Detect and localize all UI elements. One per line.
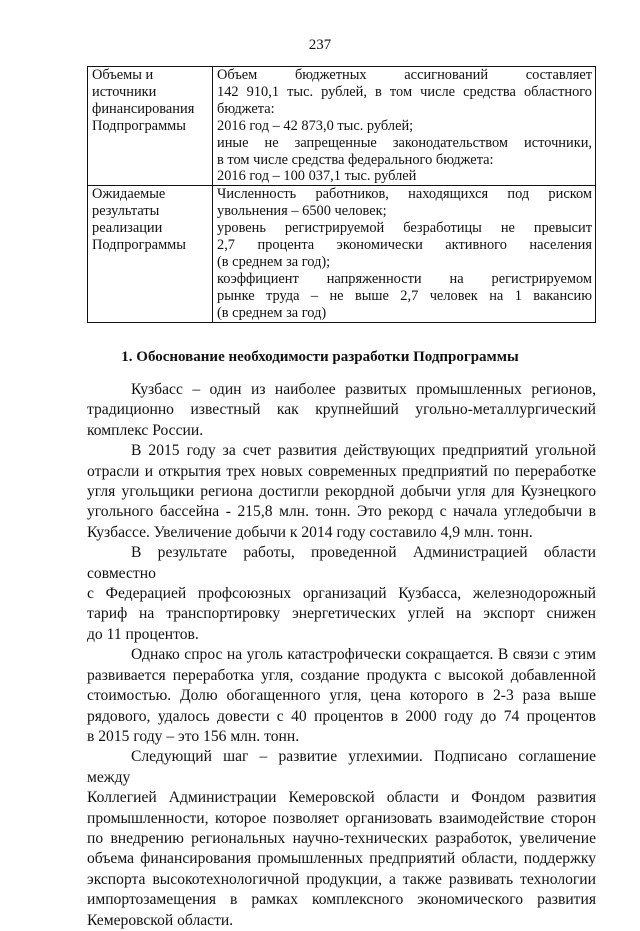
results-label-line: Ожидаемые <box>92 186 166 203</box>
table-row-results <box>88 186 596 322</box>
paragraph-line: традиционно известный как крупнейший угольно-металлургический <box>87 401 596 419</box>
paragraph-line: по внедрению региональных научно-технических разработок, увеличение <box>87 829 596 847</box>
financing-value-line: 2016 год – 42 873,0 тыс. рублей; <box>217 117 414 134</box>
paragraph-line: Однако спрос на уголь катастрофически сокращается. В связи с этим <box>131 646 596 664</box>
paragraph-line: до 11 процентов. <box>87 625 199 643</box>
financing-label-line: Подпрограммы <box>92 117 186 134</box>
financing-value-line: бюджета: <box>217 100 275 117</box>
paragraph-line: Коллегией Администрации Кемеровской области и Фондом развития <box>87 789 596 807</box>
paragraph-line: Кемеровской области. <box>87 911 234 929</box>
paragraph-line: В 2015 году за счет развития действующих предприятий угольной <box>131 442 596 460</box>
paragraph-line: угольного бассейна - 215,8 млн. тонн. Это рекорд с начала угледобычи в <box>87 503 596 521</box>
paragraph <box>87 441 596 543</box>
paragraph <box>87 543 596 645</box>
results-label-line: результаты <box>92 203 160 220</box>
paragraph-line: рядового, удалось довести с 40 процентов в 2000 году до 74 процентов <box>87 707 596 725</box>
paragraph-line: Кузбассе. Увеличение добычи к 2014 году составило 4,9 млн. тонн. <box>87 523 533 541</box>
paragraph-line: объема финансирования промышленных предприятий области, поддержку <box>87 850 596 868</box>
paragraph-line: стоимостью. Долю обогащенного угля, цена которого в 2-3 раза выше <box>87 687 596 705</box>
paragraph-line: развивается переработка угля, создание продукта с высокой добавленной <box>87 666 596 684</box>
program-passport-table <box>87 66 596 323</box>
results-value-line: 2,7 процента экономически активного населения <box>217 237 592 254</box>
results-label-cell <box>88 186 213 322</box>
results-value-line: (в среднем за год); <box>217 253 331 270</box>
results-label-line: реализации <box>92 220 163 237</box>
results-value-line: увольнения – 6500 человек; <box>217 203 387 220</box>
financing-label-line: финансирования <box>92 100 195 117</box>
paragraph-line: тариф на транспортировку энергетических углей на экспорт снижен <box>87 605 596 623</box>
paragraph-line: с Федерацией профсоюзных организаций Кузбасса, железнодорожный <box>87 585 596 603</box>
paragraph <box>87 380 596 441</box>
financing-value-line: 142 910,1 тыс. рублей, в том числе средства областного <box>217 83 592 100</box>
financing-value-line: в том числе средства федерального бюджета: <box>217 151 494 168</box>
page-number: 237 <box>308 37 332 53</box>
financing-label-line: Объемы и <box>92 67 154 83</box>
paragraph-line: Кузбасс – один из наиболее развитых промышленных регионов, <box>131 381 596 398</box>
paragraph <box>87 747 596 931</box>
paragraph-line: В результате работы, проведенной Администрацией области совместно <box>87 544 596 582</box>
paragraph-line: в 2015 году – это 156 млн. тонн. <box>87 727 300 745</box>
financing-label-line: источники <box>92 83 157 100</box>
paragraph-line: Следующий шаг – развитие углехимии. Подписано соглашение между <box>87 748 596 786</box>
paragraph-line: комплекс России. <box>87 421 204 439</box>
results-value-line: (в среднем за год) <box>217 304 327 321</box>
results-value-line: рынке труда – не выше 2,7 человек на 1 вакансию <box>217 287 592 304</box>
results-value-line: Численность работников, находящихся под риском <box>217 186 592 203</box>
results-value-line: коэффициент напряженности на регистрируемом <box>217 270 592 287</box>
financing-value-line: иные не запрещенные законодательством источники, <box>217 134 592 151</box>
paragraph-line: импортозамещения в рамках комплексного экономического развития <box>87 891 596 909</box>
paragraph-line: отрасли и открытия трех новых современных предприятий по переработке <box>87 462 596 480</box>
table-row-financing <box>88 67 596 186</box>
financing-value-cell <box>213 67 596 186</box>
paragraph-line: промышленности, которое позволяет организовать взаимодействие сторон <box>87 809 596 827</box>
results-value-line: уровень регистрируемой безработицы не превысит <box>217 220 592 237</box>
financing-value-line: Объем бюджетных ассигнований составляет <box>217 67 592 83</box>
body-text <box>87 380 596 931</box>
paragraph-line: угля угольщики региона достигли рекордной добычи угля для Кузнецкого <box>87 483 596 501</box>
financing-label-cell <box>88 67 213 186</box>
paragraph <box>87 645 596 747</box>
paragraph-line: экспорта высокотехнологичной продукции, а также развивать технологии <box>87 870 596 888</box>
section-title: 1. Обоснование необходимости разработки Подпрограммы <box>121 349 519 365</box>
results-value-cell <box>213 186 596 322</box>
results-label-line: Подпрограммы <box>92 237 186 254</box>
financing-value-line: 2016 год – 100 037,1 тыс. рублей <box>217 168 417 185</box>
